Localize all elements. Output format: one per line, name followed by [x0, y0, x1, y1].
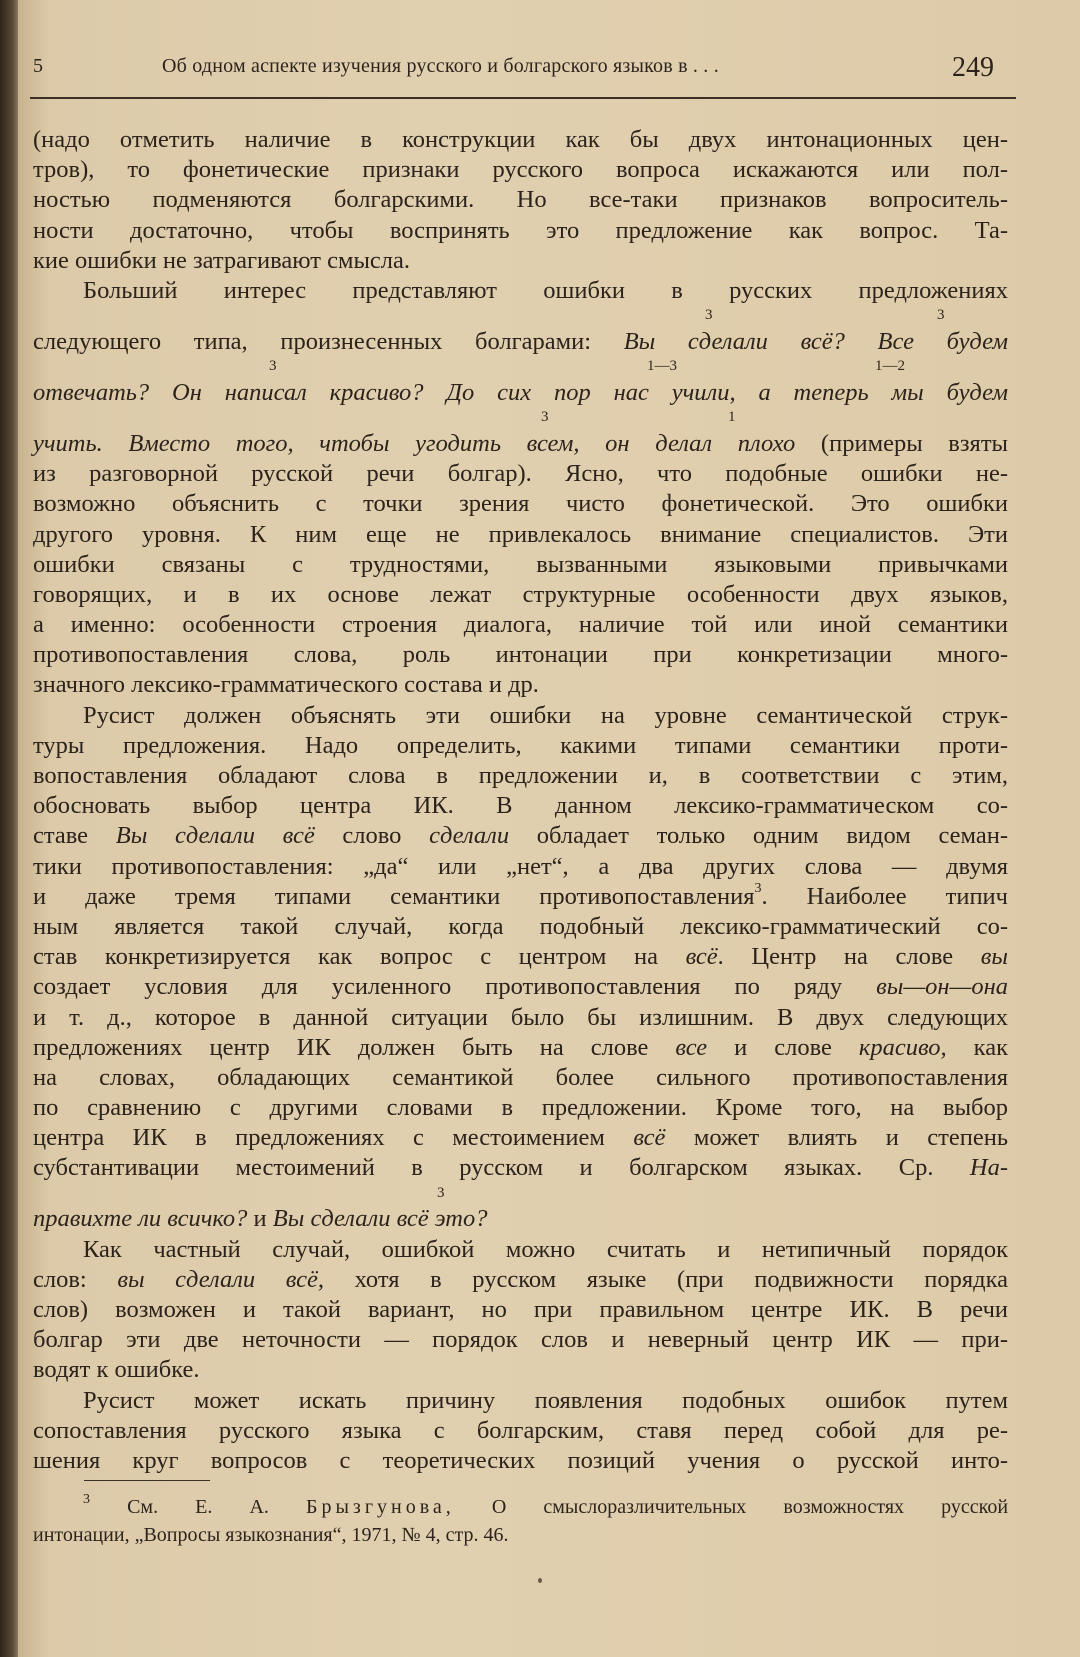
text-line: [33, 1123, 1008, 1153]
text-line: слов) возможен и такой вариант, но при правильном центре ИК. В речи: [33, 1296, 1008, 1323]
text-line: кие ошибки не затрагивают смысла.: [33, 246, 411, 274]
text-span: субстантивации местоимений в русском и болгарском языках. Ср.: [33, 1154, 970, 1182]
text-line: ности достаточно, чтобы воспринять это предложение как вопрос. Та-: [33, 216, 1008, 244]
ink-speck: [538, 1578, 542, 1583]
running-title: Об одном аспекте изучения русского и болгарского языков в . . .: [162, 55, 719, 77]
text-line: [33, 1033, 1008, 1063]
text-span: обладает только одним видом семан-: [509, 822, 1008, 850]
text-line: Русист может искать причину появления подобных ошибок путем: [83, 1386, 1008, 1414]
stress-mark: 3: [937, 307, 945, 324]
stress-mark: 3: [705, 307, 713, 324]
example-phrase: вы сделали всё,: [117, 1265, 324, 1293]
text-line: шения круг вопросов с теоретических позиций учения о русской инто-: [33, 1446, 1008, 1474]
text-line: значного лексико-грамматического состава и др.: [33, 671, 539, 699]
example-phrase: правихте ли всичко?: [33, 1205, 248, 1233]
text-span: О смыслоразличительных возможностях русской: [454, 1496, 1009, 1518]
text-span: может влиять и степень: [665, 1124, 1008, 1152]
example-phrase: Вы сделали всё? Все будем: [623, 327, 1008, 355]
footnote-line: интонации, „Вопросы языкознания“, 1971, № 4, стр. 46.: [33, 1524, 509, 1546]
body-text: [33, 125, 1008, 1476]
footnote-line: [33, 1493, 1008, 1521]
text-line: [33, 1153, 1008, 1183]
footnote-ref: 3: [754, 880, 762, 896]
example-phrase: всё: [685, 943, 718, 971]
stress-mark: 1: [728, 409, 736, 426]
text-line: другого уровня. К ним еще не привлекалось внимание специалистов. Эти: [33, 520, 1008, 548]
text-span: . Наиболее типич: [761, 882, 1008, 910]
text-span: ставе: [33, 822, 116, 850]
text-span: центра ИК в предложениях с местоимением: [33, 1124, 634, 1152]
section-number: 5: [33, 55, 43, 77]
example-phrase: отвечать? Он написал красиво? До сих пор нас учили, а теперь мы будем: [33, 378, 1008, 406]
text-line: ностью подменяются болгарскими. Но все-таки признаков вопроситель-: [33, 186, 1008, 214]
accented-line: [33, 1184, 1008, 1235]
text-line: противопоставления слова, роль интонации при конкретизации много-: [33, 641, 1008, 669]
example-phrase: Вы сделали всё: [115, 822, 315, 850]
text-span: предложениях центр ИК должен быть на слове: [33, 1033, 676, 1061]
header-rule: [30, 97, 1016, 99]
text-line: возможно объяснить с точки зрения чисто фонетической. Это ошибки: [33, 490, 1008, 518]
example-phrase: всё: [633, 1124, 666, 1152]
book-spine-shadow: [0, 0, 18, 1657]
stress-mark: 3: [541, 409, 549, 426]
text-span: См. Е. А.: [127, 1496, 306, 1518]
example-phrase: красиво,: [858, 1033, 947, 1061]
text-line: а именно: особенности строения диалога, наличие той или иной семантики: [33, 611, 1008, 639]
text-span: слово: [314, 822, 430, 850]
text-line: водят к ошибке.: [33, 1356, 200, 1384]
text-line: тики противопоставления: „да“ или „нет“, а два других слова — двумя: [33, 852, 1008, 880]
stress-mark: 3: [269, 358, 277, 375]
footnote-rule: [84, 1480, 210, 1481]
text-line: и т. д., которое в данной ситуации было бы излишним. В двух следующих: [33, 1003, 1008, 1031]
text-span: и: [247, 1205, 273, 1233]
page-number: 249: [952, 52, 994, 83]
text-span: и даже тремя типами семантики противопоставления: [33, 882, 755, 910]
stress-mark: 1—2: [875, 358, 905, 375]
text-line: обосновать выбор центра ИК. В данном лексико-грамматическом со-: [33, 792, 1008, 820]
text-span: . Центр на слове: [717, 943, 981, 971]
text-line: [33, 1265, 1008, 1295]
stress-mark: 1—3: [647, 358, 677, 375]
accented-line: [33, 306, 1008, 357]
text-line: ошибки связаны с трудностями, вызванными языковыми привычками: [33, 550, 1008, 578]
text-span: слов:: [33, 1265, 118, 1293]
text-line: сопоставления русского языка с болгарским, ставя перед собой для ре-: [33, 1416, 1008, 1444]
footnote-author: Брызгунова,: [306, 1496, 455, 1518]
text-line: туры предложения. Надо определить, какими типами семантики проти-: [33, 731, 1008, 759]
accented-line: [33, 408, 1008, 459]
text-span: и слове: [707, 1033, 859, 1061]
text-line: ным является такой случай, когда подобный лексико-грамматический со-: [33, 912, 1008, 940]
text-span: (примеры взяты: [795, 429, 1008, 457]
text-span: став конкретизируется как вопрос с центром на: [33, 943, 686, 971]
text-span: создает условия для усиленного противопоставления по ряду: [33, 973, 877, 1001]
text-span: следующего типа, произнесенных болгарами:: [33, 327, 624, 355]
text-line: тров), то фонетические признаки русского вопроса искажаются или пол-: [33, 156, 1008, 184]
text-line: болгар эти две неточности — порядок слов и неверный центр ИК — при-: [33, 1326, 1008, 1354]
accented-line: [33, 357, 1008, 408]
text-line: [33, 942, 1008, 972]
stress-mark: 3: [437, 1184, 445, 1201]
footnote: [33, 1493, 1008, 1549]
example-phrase: учить. Вместо того, чтобы угодить всем, он делал плохо: [33, 429, 796, 457]
text-line: Русист должен объяснять эти ошибки на уровне семантической струк-: [83, 701, 1008, 729]
text-span: как: [946, 1033, 1008, 1061]
example-phrase: На-: [969, 1154, 1008, 1182]
text-line: Больший интерес представляют ошибки в русских предложениях: [83, 276, 1008, 304]
footnote-marker: 3: [83, 1492, 90, 1507]
text-line: на словах, обладающих семантикой более сильного противопоставления: [33, 1063, 1008, 1091]
text-line: [33, 882, 1008, 912]
text-line: вопоставления обладают слова в предложении и, в соответствии с этим,: [33, 762, 1008, 789]
text-line: из разговорной русской речи болгар). Ясно, что подобные ошибки не-: [33, 460, 1008, 488]
text-line: Как частный случай, ошибкой можно считать и нетипичный порядок: [83, 1235, 1008, 1263]
text-line: по сравнению с другими словами в предложении. Кроме того, на выбор: [33, 1094, 1008, 1122]
example-phrase: сделали: [429, 822, 510, 850]
example-phrase: Вы сделали всё это?: [272, 1205, 488, 1233]
example-phrase: вы—он—она: [876, 973, 1008, 1001]
text-line: (надо отметить наличие в конструкции как бы двух интонационных цен-: [33, 126, 1008, 153]
text-span: хотя в русском языке (при подвижности порядка: [323, 1265, 1008, 1293]
example-phrase: все: [675, 1033, 708, 1061]
text-line: [33, 821, 1008, 851]
text-line: [33, 972, 1008, 1002]
example-phrase: вы: [980, 943, 1008, 971]
text-line: говорящих, и в их основе лежат структурные особенности двух языков,: [33, 580, 1008, 608]
